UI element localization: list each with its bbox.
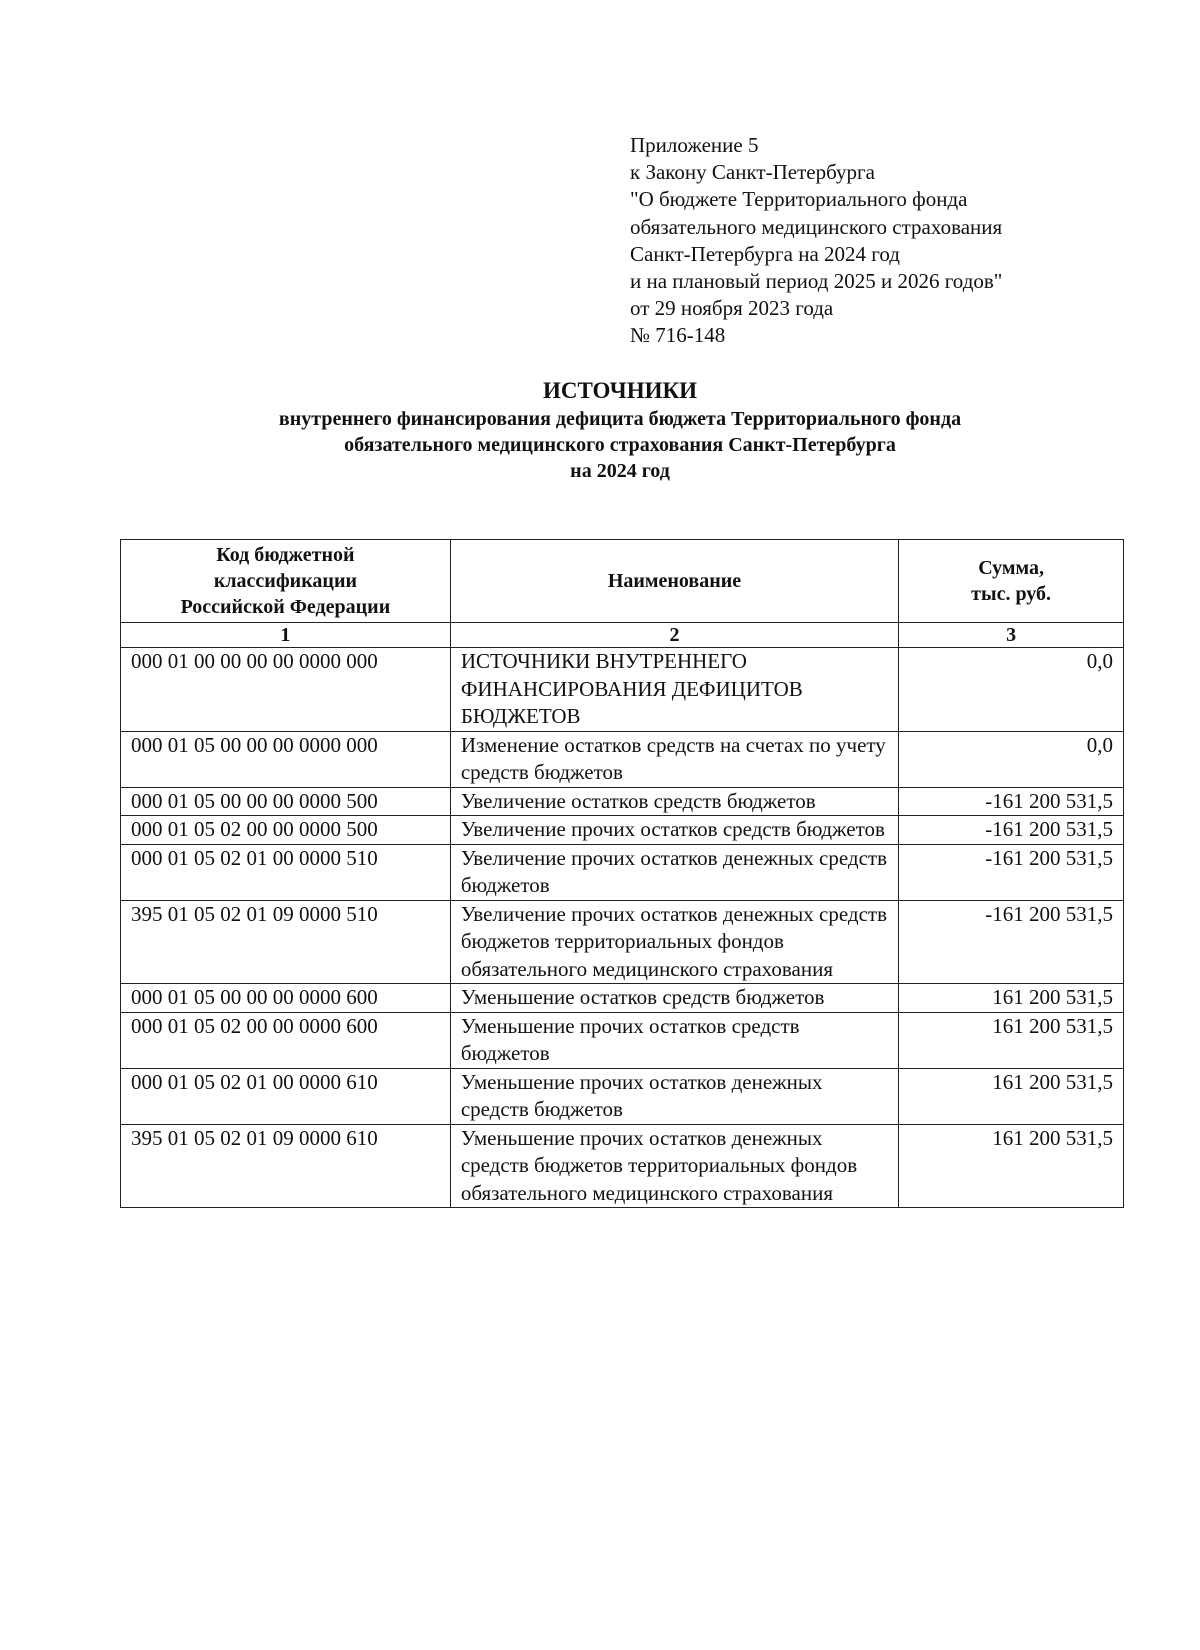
item-name: Увеличение прочих остатков денежных средств бюджетов территориальных фондов обязательного медицинского страхования <box>450 900 898 984</box>
header-code-line: Российской Федерации <box>180 596 391 618</box>
budget-code: 000 01 05 00 00 00 0000 600 <box>121 984 451 1013</box>
appendix-line: обязательного медицинского страхования <box>630 214 1003 239</box>
item-amount: 161 200 531,5 <box>899 984 1124 1013</box>
title-sub-line: обязательного медицинского страхования Санкт-Петербурга <box>344 434 896 456</box>
budget-code: 000 01 00 00 00 00 0000 000 <box>121 648 451 732</box>
column-number-row <box>121 623 1124 648</box>
title-sub-line: на 2024 год <box>570 460 670 482</box>
header-amount-line: тыс. руб. <box>971 583 1052 605</box>
item-amount: 0,0 <box>899 648 1124 732</box>
appendix-line: от 29 ноября 2023 года <box>630 296 834 321</box>
budget-code: 000 01 05 02 00 00 0000 600 <box>121 1012 451 1068</box>
table-row <box>121 1124 1124 1208</box>
item-amount: 0,0 <box>899 731 1124 787</box>
budget-code: 395 01 05 02 01 09 0000 610 <box>121 1124 451 1208</box>
table-row <box>121 787 1124 816</box>
item-amount: 161 200 531,5 <box>899 1068 1124 1124</box>
header-code-line: классификации <box>213 570 357 592</box>
budget-code: 000 01 05 00 00 00 0000 000 <box>121 731 451 787</box>
table-row <box>121 900 1124 984</box>
item-amount: -161 200 531,5 <box>899 844 1124 900</box>
item-name: Уменьшение остатков средств бюджетов <box>450 984 898 1013</box>
item-amount: -161 200 531,5 <box>899 816 1124 845</box>
table-row <box>121 984 1124 1013</box>
appendix-line: и на плановый период 2025 и 2026 годов" <box>630 269 1003 294</box>
table-row <box>121 731 1124 787</box>
item-amount: -161 200 531,5 <box>899 900 1124 984</box>
item-name: Уменьшение прочих остатков денежных средств бюджетов <box>450 1068 898 1124</box>
budget-code: 000 01 05 00 00 00 0000 500 <box>121 787 451 816</box>
title-main: ИСТОЧНИКИ <box>542 378 698 403</box>
item-name: ИСТОЧНИКИ ВНУТРЕННЕГО ФИНАНСИРОВАНИЯ ДЕФИЦИТОВ БЮДЖЕТОВ <box>450 648 898 732</box>
budget-code: 000 01 05 02 01 00 0000 610 <box>121 1068 451 1124</box>
item-name: Увеличение остатков средств бюджетов <box>450 787 898 816</box>
header-code <box>121 540 451 623</box>
title-sub-line: внутреннего финансирования дефицита бюджета Территориального фонда <box>278 408 962 430</box>
item-name: Уменьшение прочих остатков денежных средств бюджетов территориальных фондов обязательного медицинского страхования <box>450 1124 898 1208</box>
header-name: Наименование <box>450 540 898 623</box>
column-number: 3 <box>899 623 1124 648</box>
appendix-reference <box>630 132 1002 350</box>
item-name: Изменение остатков средств на счетах по учету средств бюджетов <box>450 731 898 787</box>
table-row <box>121 1012 1124 1068</box>
budget-code: 000 01 05 02 00 00 0000 500 <box>121 816 451 845</box>
header-code-line: Код бюджетной <box>216 544 355 566</box>
column-number: 1 <box>121 623 451 648</box>
item-amount: 161 200 531,5 <box>899 1012 1124 1068</box>
table-row <box>121 1068 1124 1124</box>
table-row <box>121 816 1124 845</box>
table-row <box>121 648 1124 732</box>
table-row <box>121 844 1124 900</box>
item-name: Увеличение прочих остатков денежных средств бюджетов <box>450 844 898 900</box>
appendix-line: "О бюджете Территориального фонда <box>630 187 968 212</box>
header-row <box>121 540 1124 623</box>
budget-code: 395 01 05 02 01 09 0000 510 <box>121 900 451 984</box>
sources-table <box>120 539 1124 1208</box>
header-amount <box>899 540 1124 623</box>
column-number: 2 <box>450 623 898 648</box>
item-amount: -161 200 531,5 <box>899 787 1124 816</box>
appendix-line: Приложение 5 <box>630 133 759 157</box>
item-amount: 161 200 531,5 <box>899 1124 1124 1208</box>
appendix-line: к Закону Санкт-Петербурга <box>630 160 875 185</box>
item-name: Увеличение прочих остатков средств бюджетов <box>450 816 898 845</box>
appendix-line: Санкт-Петербурга на 2024 год <box>630 241 900 266</box>
appendix-line: № 716-148 <box>630 323 726 348</box>
budget-code: 000 01 05 02 01 00 0000 510 <box>121 844 451 900</box>
item-name: Уменьшение прочих остатков средств бюджетов <box>450 1012 898 1068</box>
header-amount-line: Сумма, <box>978 557 1044 579</box>
document-title <box>120 376 1120 484</box>
